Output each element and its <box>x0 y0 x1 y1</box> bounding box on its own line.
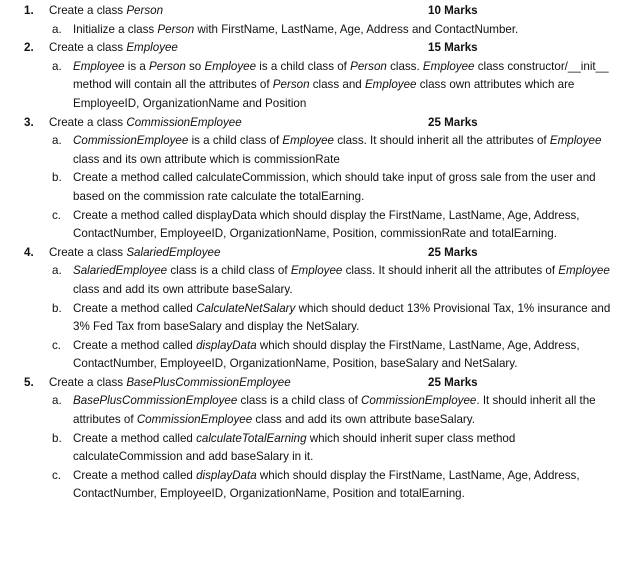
text-fragment: class constructor/__init__ method will contain all the attributes of <box>73 59 609 92</box>
class-reference: Employee <box>282 134 334 148</box>
task-subitem <box>0 467 643 504</box>
subitem-letter: a. <box>52 22 62 36</box>
class-reference: Employee <box>364 78 417 92</box>
subitem-letter: a. <box>52 394 62 408</box>
text-fragment: so <box>185 59 205 73</box>
subitem-text <box>73 337 615 374</box>
text-fragment: which should deduct 13% Provisional Tax, 1% insurance and 3% Fed Tax from baseSalary and display the NetSalary. <box>73 301 611 334</box>
text-fragment: class. It should inherit all the attributes of <box>342 264 559 278</box>
subitem-text <box>73 21 615 40</box>
subitem-text <box>73 132 615 169</box>
text-fragment: which should inherit super class method calculateCommission and add baseSalary in it. <box>73 431 516 464</box>
task-marks: 25 Marks <box>428 375 478 389</box>
class-reference: Employee <box>422 59 475 73</box>
text-fragment: with FirstName, LastName, Age, Address and ContactNumber. <box>194 22 519 36</box>
subitem-text <box>73 58 615 114</box>
class-reference: CommissionEmployee <box>136 413 253 427</box>
task-subitem <box>0 262 643 299</box>
class-reference: BasePlusCommissionEmployee <box>73 394 238 408</box>
class-reference: Employee <box>73 59 125 73</box>
text-fragment: is a <box>124 59 150 73</box>
text-fragment: Create a method called <box>73 301 197 315</box>
task-number: 5. <box>24 375 34 389</box>
task-subitem <box>0 132 643 169</box>
task-title-text: Create a class <box>49 115 127 129</box>
task-marks: 25 Marks <box>428 245 478 259</box>
text-fragment: class is a child class of <box>167 264 291 278</box>
subitem-text <box>73 207 615 244</box>
task-heading <box>0 114 643 133</box>
task-class-name: Person <box>126 4 164 17</box>
task-marks: 15 Marks <box>428 41 478 55</box>
class-reference: Person <box>350 59 387 73</box>
text-fragment: Create a method called calculateCommission, which should take input of gross sale from the user and based on the commission rate calculate the totalEarning. <box>73 171 596 203</box>
text-fragment: class. <box>386 59 423 73</box>
text-fragment: Create a method called <box>73 468 197 482</box>
subitem-text <box>73 300 615 337</box>
subitem-letter: a. <box>52 134 62 148</box>
text-fragment: is a child class of <box>256 59 351 73</box>
text-fragment: Create a method called displayData which should display the FirstName, LastName, Age, Address, ContactNumber, EmployeeID, OrganizationName, Position, commissionRate and totalEarning. <box>73 208 580 241</box>
task-title-text: Create a class <box>49 41 127 55</box>
task-subitem <box>0 169 643 206</box>
task-heading <box>0 2 643 21</box>
class-reference: Employee <box>204 59 257 73</box>
subitem-letter: b. <box>52 171 62 185</box>
text-fragment: class and <box>309 78 365 92</box>
task-3 <box>0 114 643 244</box>
task-heading <box>0 39 643 58</box>
text-fragment: which should display the FirstName, LastName, Age, Address, ContactNumber, EmployeeID, OrganizationName, Position and totalEarning. <box>73 468 580 501</box>
subitem-letter: a. <box>52 59 62 73</box>
task-title-text: Create a class <box>49 4 127 17</box>
class-reference: Employee <box>290 264 343 278</box>
class-reference: displayData <box>196 338 257 352</box>
task-2 <box>0 39 643 113</box>
text-fragment: Create a method called <box>73 431 197 445</box>
task-marks: 25 Marks <box>428 115 478 129</box>
text-fragment: Initialize a class <box>73 22 158 36</box>
task-title-text: Create a class <box>49 245 127 259</box>
task-title <box>49 244 220 263</box>
text-fragment: Create a method called <box>73 338 197 352</box>
subitem-letter: b. <box>52 301 62 315</box>
class-reference: Person <box>149 59 186 73</box>
task-title <box>49 2 163 21</box>
subitem-letter: c. <box>52 208 62 222</box>
subitem-text <box>73 392 615 429</box>
task-subitem <box>0 392 643 429</box>
task-class-name: CommissionEmployee <box>126 115 242 129</box>
text-fragment: class and add its own attribute baseSalary. <box>252 413 475 427</box>
class-reference: SalariedEmployee <box>73 264 168 278</box>
task-heading <box>0 244 643 263</box>
text-fragment: which should display the FirstName, LastName, Age, Address, ContactNumber, EmployeeID, OrganizationName, Position, baseSalary and NetSalary. <box>73 338 580 371</box>
task-subitem <box>0 300 643 337</box>
task-1 <box>0 2 643 39</box>
subitem-text <box>73 430 615 467</box>
task-class-name: Employee <box>126 41 178 55</box>
task-title <box>49 374 291 393</box>
subitem-letter: b. <box>52 431 62 445</box>
class-reference: displayData <box>196 468 257 482</box>
class-reference: Employee <box>558 264 610 278</box>
text-fragment: class and its own attribute which is commissionRate <box>73 152 340 166</box>
task-title <box>49 114 242 133</box>
subitem-text <box>73 467 615 504</box>
subitem-letter: c. <box>52 468 62 482</box>
class-reference: Person <box>157 22 195 36</box>
task-number: 3. <box>24 115 34 129</box>
class-reference: CommissionEmployee <box>361 394 477 408</box>
task-subitem <box>0 21 643 40</box>
task-marks: 10 Marks <box>428 4 478 17</box>
task-4 <box>0 244 643 374</box>
subitem-letter: a. <box>52 264 62 278</box>
text-fragment: class own attributes which are EmployeeID, OrganizationName and Position <box>73 78 575 110</box>
task-class-name: BasePlusCommissionEmployee <box>126 375 291 389</box>
task-title-text: Create a class <box>49 375 127 389</box>
class-reference: CommissionEmployee <box>73 134 189 148</box>
text-fragment: class is a child class of <box>237 394 362 408</box>
subitem-text <box>73 169 615 206</box>
class-reference: calculateTotalEarning <box>196 431 307 445</box>
task-title <box>49 39 178 58</box>
subitem-letter: c. <box>52 338 62 352</box>
class-reference: Person <box>272 78 310 92</box>
class-reference: CalculateNetSalary <box>196 301 296 315</box>
task-subitem <box>0 207 643 244</box>
subitem-text <box>73 262 615 299</box>
task-number: 4. <box>24 245 34 259</box>
text-fragment: is a child class of <box>188 134 283 148</box>
task-subitem <box>0 58 643 114</box>
text-fragment: class. It should inherit all the attributes of <box>333 134 550 148</box>
task-number: 2. <box>24 41 34 55</box>
class-reference: Employee <box>549 134 602 148</box>
task-subitem <box>0 337 643 374</box>
task-subitem <box>0 430 643 467</box>
task-class-name: SalariedEmployee <box>126 245 221 259</box>
task-5 <box>0 374 643 504</box>
text-fragment: class and add its own attribute baseSalary. <box>73 282 293 296</box>
task-heading <box>0 374 643 393</box>
task-number: 1. <box>24 4 34 17</box>
text-fragment: . It should inherit all the attributes of <box>73 394 596 427</box>
